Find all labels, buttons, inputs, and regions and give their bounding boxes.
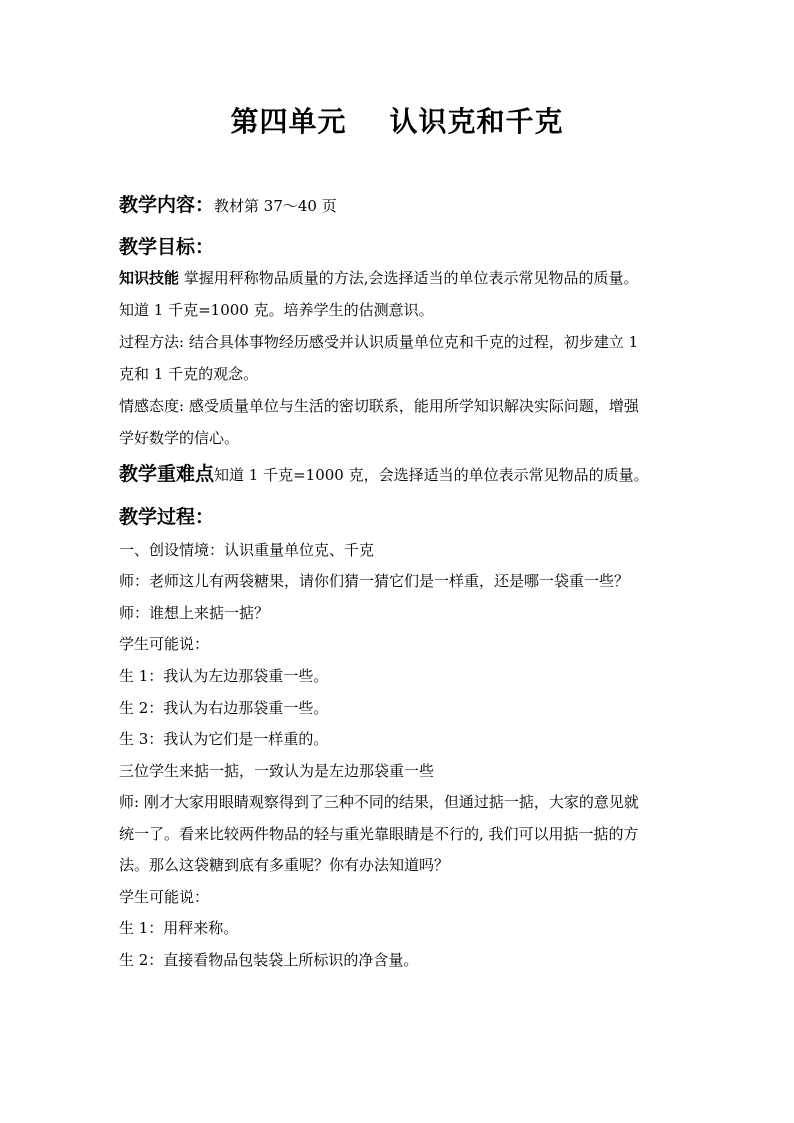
emotion-line-1: 情感态度: 感受质量单位与生活的密切联系，能用所学知识解决实际问题，增强: [119, 397, 639, 415]
process-line: 生 1：我认为左边那袋重一些。: [119, 667, 329, 685]
key-points-line: [119, 459, 649, 486]
process-line: 学生可能说：: [119, 888, 210, 906]
page-title: 第四单元 认识克和千克: [230, 105, 564, 138]
process-line: 统一了。看来比较两件物品的轻与重光靠眼睛是不行的, 我们可以用掂一掂的方: [119, 825, 639, 843]
goals-heading: 教学目标：: [119, 236, 215, 258]
knowledge-text-1: 掌握用秤称物品质量的方法,会选择适当的单位表示常见物品的质量。: [179, 269, 639, 287]
key-points-text: 知道 1 千克=1000 克，会选择适当的单位表示常见物品的质量。: [214, 466, 649, 484]
process-heading: 教学过程：: [119, 506, 215, 528]
process-line: 生 3：我认为它们是一样重的。: [119, 730, 329, 748]
process-method-line-2: 克和 1 千克的观念。: [119, 365, 259, 383]
process-line: 生 1：用秤来称。: [119, 919, 239, 937]
process-line: 学生可能说：: [119, 635, 210, 653]
process-line: 一、创设情境：认识重量单位克、千克: [119, 541, 375, 559]
emotion-line-2: 学好数学的信心。: [119, 429, 240, 447]
content-line: [119, 190, 337, 217]
process-line: 生 2：我认为右边那袋重一些。: [119, 699, 329, 717]
process-line: 法。那么这袋糖到底有多重呢？你有办法知道吗？: [119, 856, 450, 874]
process-method-line-1: 过程方法: 结合具体事物经历感受并认识质量单位克和千克的过程，初步建立 1: [119, 333, 639, 351]
process-line: 师: 刚才大家用眼睛观察得到了三种不同的结果，但通过掂一掂，大家的意见就: [119, 793, 639, 811]
knowledge-label: 知识技能: [119, 269, 180, 287]
content-value: 教材第 37～40 页: [214, 197, 337, 215]
knowledge-line-1: [119, 267, 639, 288]
process-line: 师：谁想上来掂一掂？: [119, 604, 270, 622]
content-label: 教学内容：: [119, 194, 215, 216]
process-line: 三位学生来掂一掂，一致认为是左边那袋重一些: [119, 762, 435, 780]
key-points-label: 教学重难点: [119, 463, 215, 485]
knowledge-line-2: 知道 1 千克=1000 克。培养学生的估测意识。: [119, 301, 434, 319]
process-line: 师：老师这儿有两袋糖果，请你们猜一猜它们是一样重，还是哪一袋重一些？: [119, 572, 630, 590]
process-line: 生 2：直接看物品包装袋上所标识的净含量。: [119, 951, 419, 969]
